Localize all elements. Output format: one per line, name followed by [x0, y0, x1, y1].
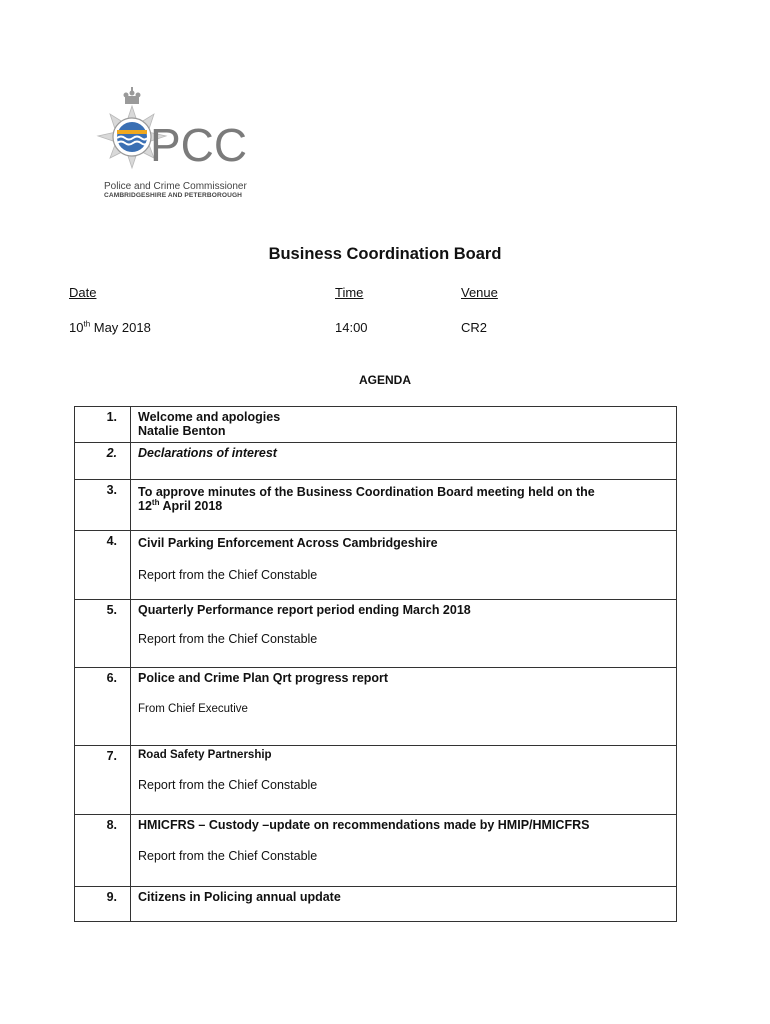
item-number: 6.: [75, 668, 131, 746]
item-content: [131, 443, 677, 480]
item-content: [131, 531, 677, 600]
agenda-heading: AGENDA: [358, 373, 411, 387]
item-title: Welcome and apologies: [138, 410, 281, 424]
time-label: Time: [335, 285, 364, 300]
item-title: HMICFRS – Custody –update on recommendations made by HMIP/HMICFRS: [138, 818, 590, 832]
item-title: Citizens in Policing annual update: [138, 890, 341, 904]
page-title: Business Coordination Board: [268, 245, 502, 263]
item-presenter: Natalie Benton: [138, 424, 226, 438]
table-row: [75, 407, 677, 443]
venue-label: Venue: [461, 285, 498, 300]
item-presenter: Report from the Chief Constable: [138, 568, 318, 582]
agenda-table: [74, 406, 677, 922]
table-row: [75, 887, 677, 922]
item-title: To approve minutes of the Business Coordination Board meeting held on the: [138, 485, 595, 499]
time-value: 14:00: [335, 320, 368, 335]
crown-icon: [124, 87, 141, 104]
item-content: [131, 746, 677, 815]
table-row: [75, 815, 677, 887]
logo-line1: Police and Crime Commissioner: [104, 181, 247, 192]
table-row: [75, 480, 677, 531]
item-content: [131, 600, 677, 668]
item-content: [131, 407, 677, 443]
item-number: 5.: [75, 600, 131, 668]
logo-line2: CAMBRIDGESHIRE AND PETERBOROUGH: [104, 192, 243, 199]
item-number: 7.: [75, 746, 131, 815]
date-label: Date: [69, 285, 97, 300]
item-number: 1.: [75, 407, 131, 443]
item-presenter: Report from the Chief Constable: [138, 632, 318, 646]
item-title: Quarterly Performance report period ending March 2018: [138, 603, 471, 617]
table-row: [75, 600, 677, 668]
logo-wordmark: PCC: [150, 119, 248, 171]
item-presenter: Report from the Chief Constable: [138, 778, 318, 792]
item-presenter: Report from the Chief Constable: [138, 849, 318, 863]
item-number: 2.: [75, 443, 131, 480]
item-title: Declarations of interest: [138, 446, 277, 460]
item-presenter: From Chief Executive: [138, 703, 248, 715]
item-content: [131, 668, 677, 746]
item-title: Civil Parking Enforcement Across Cambridgeshire: [138, 536, 438, 550]
item-number: 8.: [75, 815, 131, 887]
item-number: 3.: [75, 480, 131, 531]
date-value: 10th May 2018: [69, 319, 151, 335]
item-title: Police and Crime Plan Qrt progress report: [138, 671, 389, 685]
item-number: 9.: [75, 887, 131, 922]
item-content: [131, 480, 677, 531]
item-content: [131, 815, 677, 887]
venue-value: CR2: [461, 320, 488, 335]
table-row: [75, 746, 677, 815]
table-row: [75, 443, 677, 480]
table-row: [75, 531, 677, 600]
item-content: [131, 887, 677, 922]
item-title: Road Safety Partnership: [138, 749, 272, 761]
table-row: [75, 668, 677, 746]
item-number: 4.: [75, 531, 131, 600]
item-title-date: 12th April 2018: [138, 497, 223, 513]
